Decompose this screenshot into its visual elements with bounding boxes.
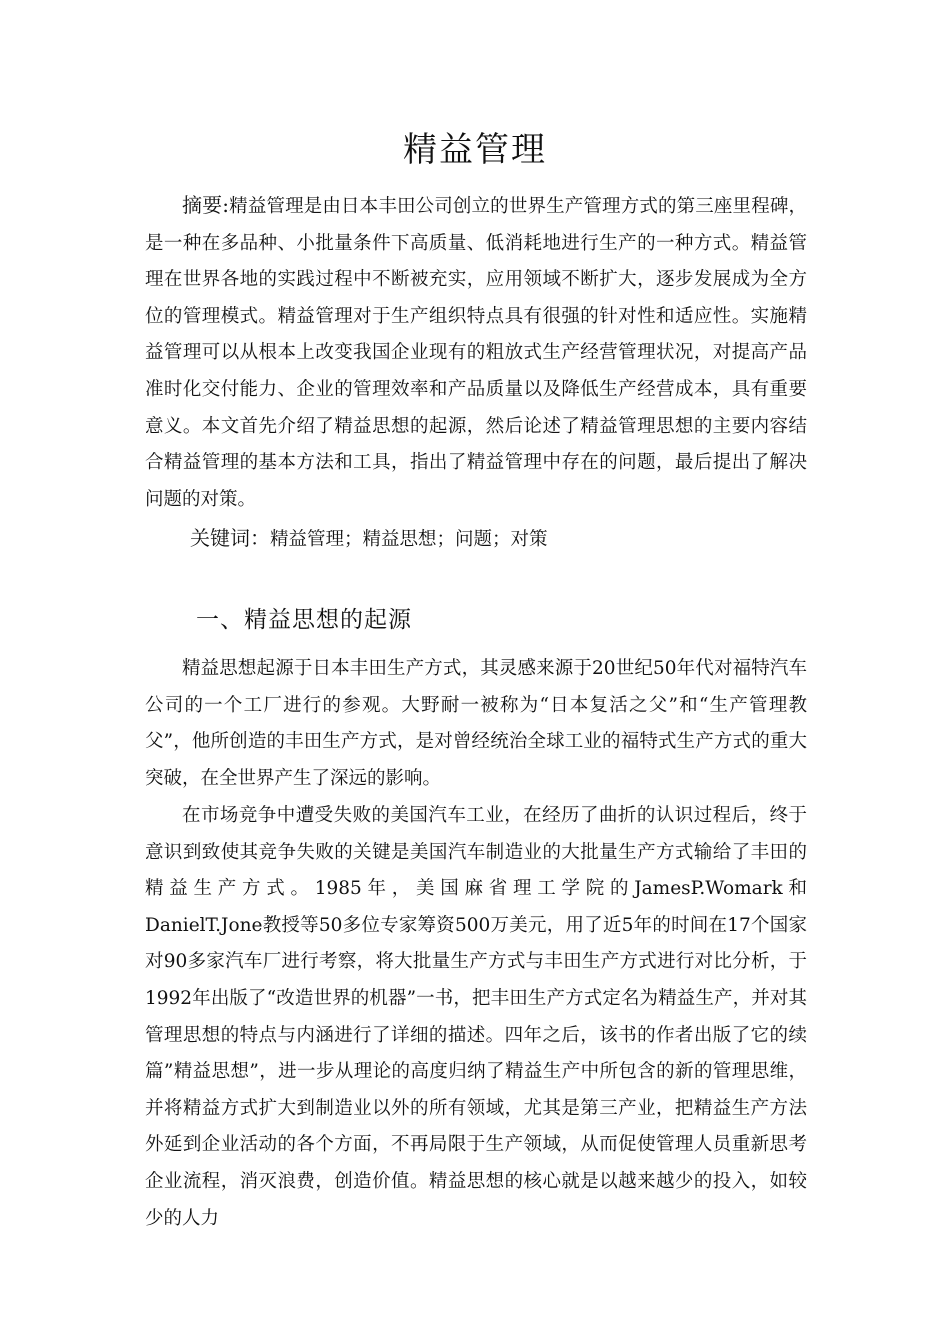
body-paragraph: 精益思想起源于日本丰田生产方式，其灵感来源于20世纪50年代对福特汽车公司的一个工厂进行的参观。大野耐一被称为“日本复活之父”和“生产管理教父”，他所创造的丰田生产方式，是对曾经统治全球工业的福特式生产方式的重大突破，在全世界产生了深远的影响。: [145, 658, 807, 789]
abstract-label: 摘要:: [182, 193, 230, 217]
section-heading: 一、精益思想的起源: [196, 607, 412, 633]
keywords-line: [190, 522, 548, 556]
keywords-label: 关键词：: [190, 526, 270, 550]
keywords-text: 精益管理；精益思想；问题；对策: [270, 529, 548, 550]
abstract-paragraph: [145, 187, 807, 518]
document-title: 精益管理: [403, 130, 547, 170]
body-paragraph: 在市场竞争中遭受失败的美国汽车工业，在经历了曲折的认识过程后，终于意识到致使其竞争失败的关键是美国汽车制造业的大批量生产方式输给了丰田的精益生产方式。1985年，美国麻省理工学院的JamesP.Womark和DanielT.Jone教授等50多位专家筹资500万美元，用了近5年的时间在17个国家对90多家汽车厂进行考察，将大批量生产方式与丰田生产方式进行对比分析，于1992年出版了“改造世界的机器”一书，把丰田生产方式定名为精益生产，并对其管理思想的特点与内涵进行了详细的描述。四年之后，该书的作者出版了它的续篇”精益思想”，进一步从理论的高度归纳了精益生产中所包含的新的管理思维，并将精益方式扩大到制造业以外的所有领域，尤其是第三产业，把精益生产方法外延到企业活动的各个方面，不再局限于生产领域，从而促使管理人员重新思考企业流程，消灭浪费，创造价值。精益思想的核心就是以越来越少的投入，如较少的人力: [145, 805, 807, 1229]
abstract-text: 精益管理是由日本丰田公司创立的世界生产管理方式的第三座里程碑，是一种在多品种、小批量条件下高质量、低消耗地进行生产的一种方式。精益管理在世界各地的实践过程中不断被充实，应用领域不断扩大，逐步发展成为全方位的管理模式。精益管理对于生产组织特点具有很强的针对性和适应性。实施精益管理可以从根本上改变我国企业现有的粗放式生产经营管理状况，对提高产品准时化交付能力、企业的管理效率和产品质量以及降低生产经营成本，具有重要意义。本文首先介绍了精益思想的起源，然后论述了精益管理思想的主要内容结合精益管理的基本方法和工具，指出了精益管理中存在的问题，最后提出了解决问题的对策。: [145, 196, 807, 510]
